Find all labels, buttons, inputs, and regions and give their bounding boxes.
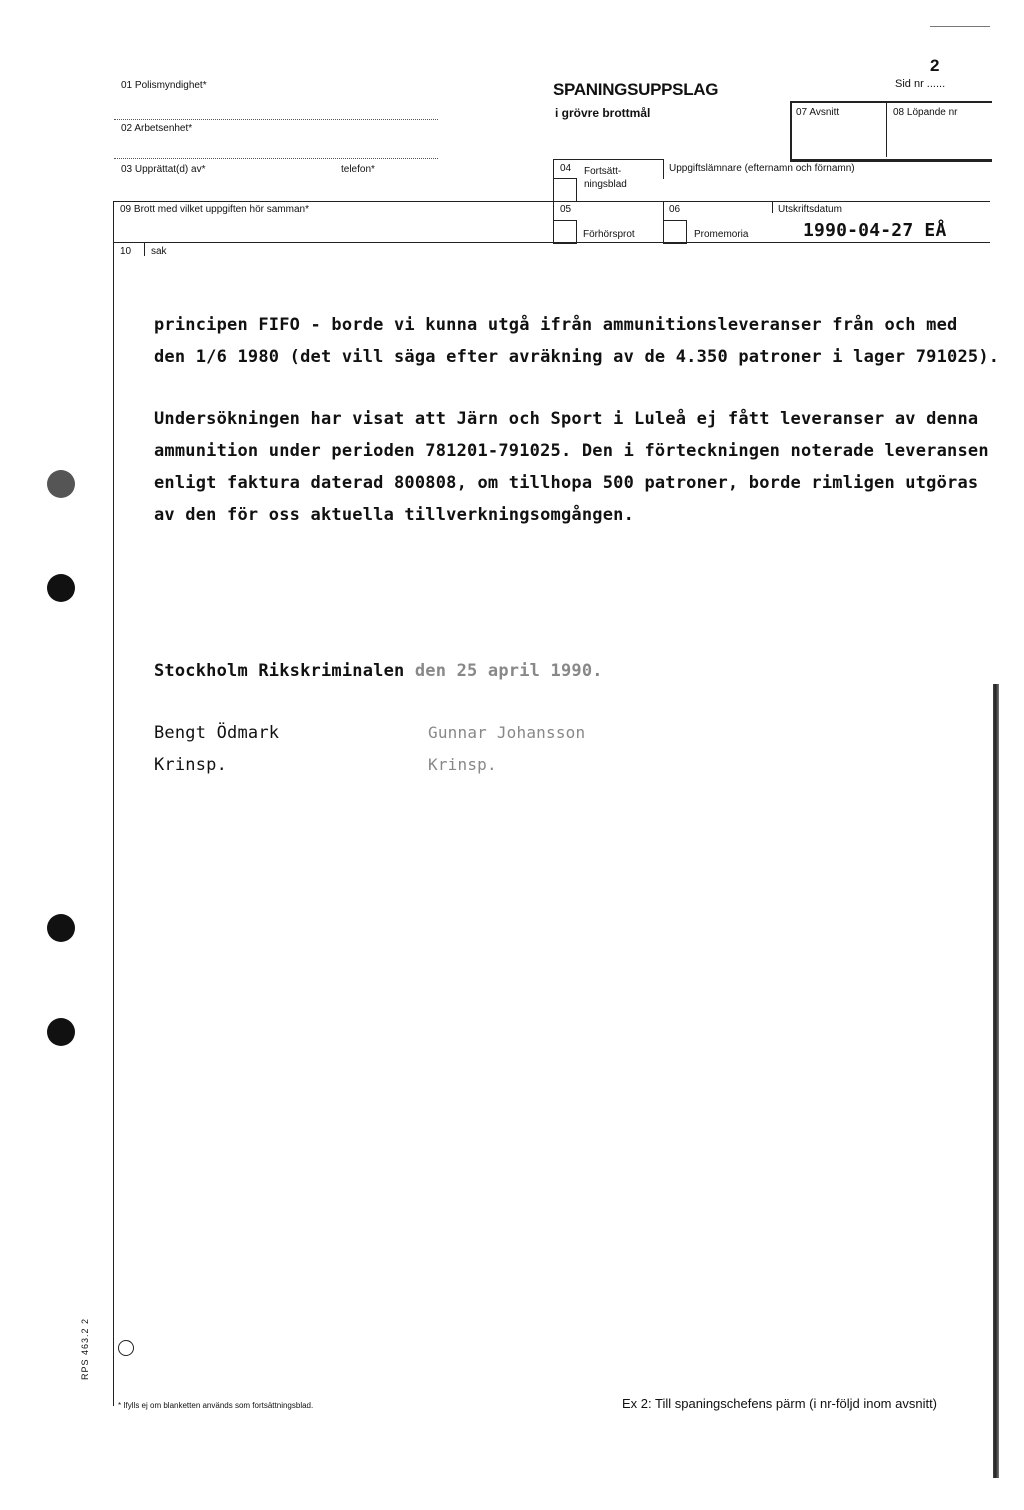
field-09-label: 09 Brott med vilket uppgiften hör samman* — [120, 204, 309, 215]
body-line-3: Undersökningen har visat att Järn och Sport i Luleå ej fått leveranser av denna — [154, 409, 979, 429]
row04-top-line — [553, 159, 663, 160]
body-line-4: ammunition under perioden 781201-791025. Den i förteckningen noterade leveransen — [154, 441, 989, 461]
place-prefix: Stockholm Rikskriminalen — [154, 661, 405, 681]
body-line-5: enligt faktura daterad 800808, om tillhopa 500 patroner, borde rimligen utgöras — [154, 473, 979, 493]
scan-edge-shadow — [993, 684, 999, 1478]
signer2-name: Gunnar Johansson — [428, 723, 586, 742]
field-02-line — [114, 158, 438, 159]
signer2-title: Krinsp. — [428, 755, 497, 774]
copy-note: Ex 2: Till spaningschefens pärm (i nr-följd inom avsnitt) — [622, 1396, 938, 1411]
field-06-label: 06 — [669, 204, 681, 215]
field-02-label: 02 Arbetsenhet* — [121, 123, 193, 134]
field-05-label: 05 — [560, 204, 572, 215]
avsnitt-divider — [886, 102, 887, 157]
field-01-label: 01 Polismyndighet* — [121, 80, 207, 91]
left-margin-line — [113, 201, 114, 1406]
circle-mark-icon — [118, 1340, 134, 1356]
place-suffix: den 25 april 1990. — [414, 661, 603, 681]
field-01-line — [114, 119, 438, 120]
punch-hole-4 — [47, 1018, 75, 1046]
row09-top-line — [113, 201, 990, 202]
utskriftsdatum-label: Utskriftsdatum — [778, 204, 842, 215]
form-code: RPS 463.2 2 — [80, 1317, 90, 1380]
page-number: 2 — [930, 56, 940, 75]
fortsattningsblad-label-1: Fortsätt- — [584, 166, 622, 177]
utskrift-divider — [772, 201, 773, 213]
telefon-label: telefon* — [341, 164, 375, 175]
forhorsprot-label: Förhörsprot — [583, 229, 635, 240]
promemoria-checkbox[interactable] — [663, 220, 687, 244]
uppgift-divider — [663, 159, 664, 179]
sak-label: sak — [151, 246, 167, 257]
signer1-name: Bengt Ödmark — [154, 723, 280, 743]
punch-hole-1 — [47, 470, 75, 498]
promemoria-label: Promemoria — [694, 229, 749, 240]
body-line-1: principen FIFO - borde vi kunna utgå ifrån ammunitionsleveranser från och med — [154, 315, 958, 335]
utskriftsdatum-value: 1990-04-27 EÅ — [803, 220, 947, 241]
body-line-6: av den för oss aktuella tillverkningsomgången. — [154, 505, 635, 525]
fortsattningsblad-checkbox[interactable] — [553, 178, 577, 202]
footer-note: * Ifylls ej om blanketten används som fortsättningsblad. — [118, 1401, 314, 1410]
form-title: SPANINGSUPPSLAG — [553, 80, 719, 99]
signer1-title: Krinsp. — [154, 755, 228, 775]
field-10-label: 10 — [120, 246, 132, 257]
punch-hole-3 — [47, 914, 75, 942]
field-04-label: 04 — [560, 163, 572, 174]
field-07-label: 07 Avsnitt — [796, 107, 840, 118]
field-03-label: 03 Upprättat(d) av* — [121, 164, 206, 175]
sid-nr-label: Sid nr ...... — [895, 78, 946, 90]
sak-divider — [144, 242, 145, 256]
row10-top-line — [113, 242, 990, 243]
field-08-label: 08 Löpande nr — [893, 107, 958, 118]
fortsattningsblad-label-2: ningsblad — [584, 179, 627, 190]
punch-hole-2 — [47, 574, 75, 602]
scan-top-mark — [930, 26, 990, 27]
place-date-line — [154, 661, 603, 681]
forhorsprot-checkbox[interactable] — [553, 220, 577, 244]
uppgiftslamnare-label: Uppgiftslämnare (efternamn och förnamn) — [669, 163, 855, 174]
form-subtitle: i grövre brottmål — [555, 106, 651, 120]
body-line-2: den 1/6 1980 (det vill säga efter avräkning av de 4.350 patroner i lager 791025). — [154, 347, 1000, 367]
